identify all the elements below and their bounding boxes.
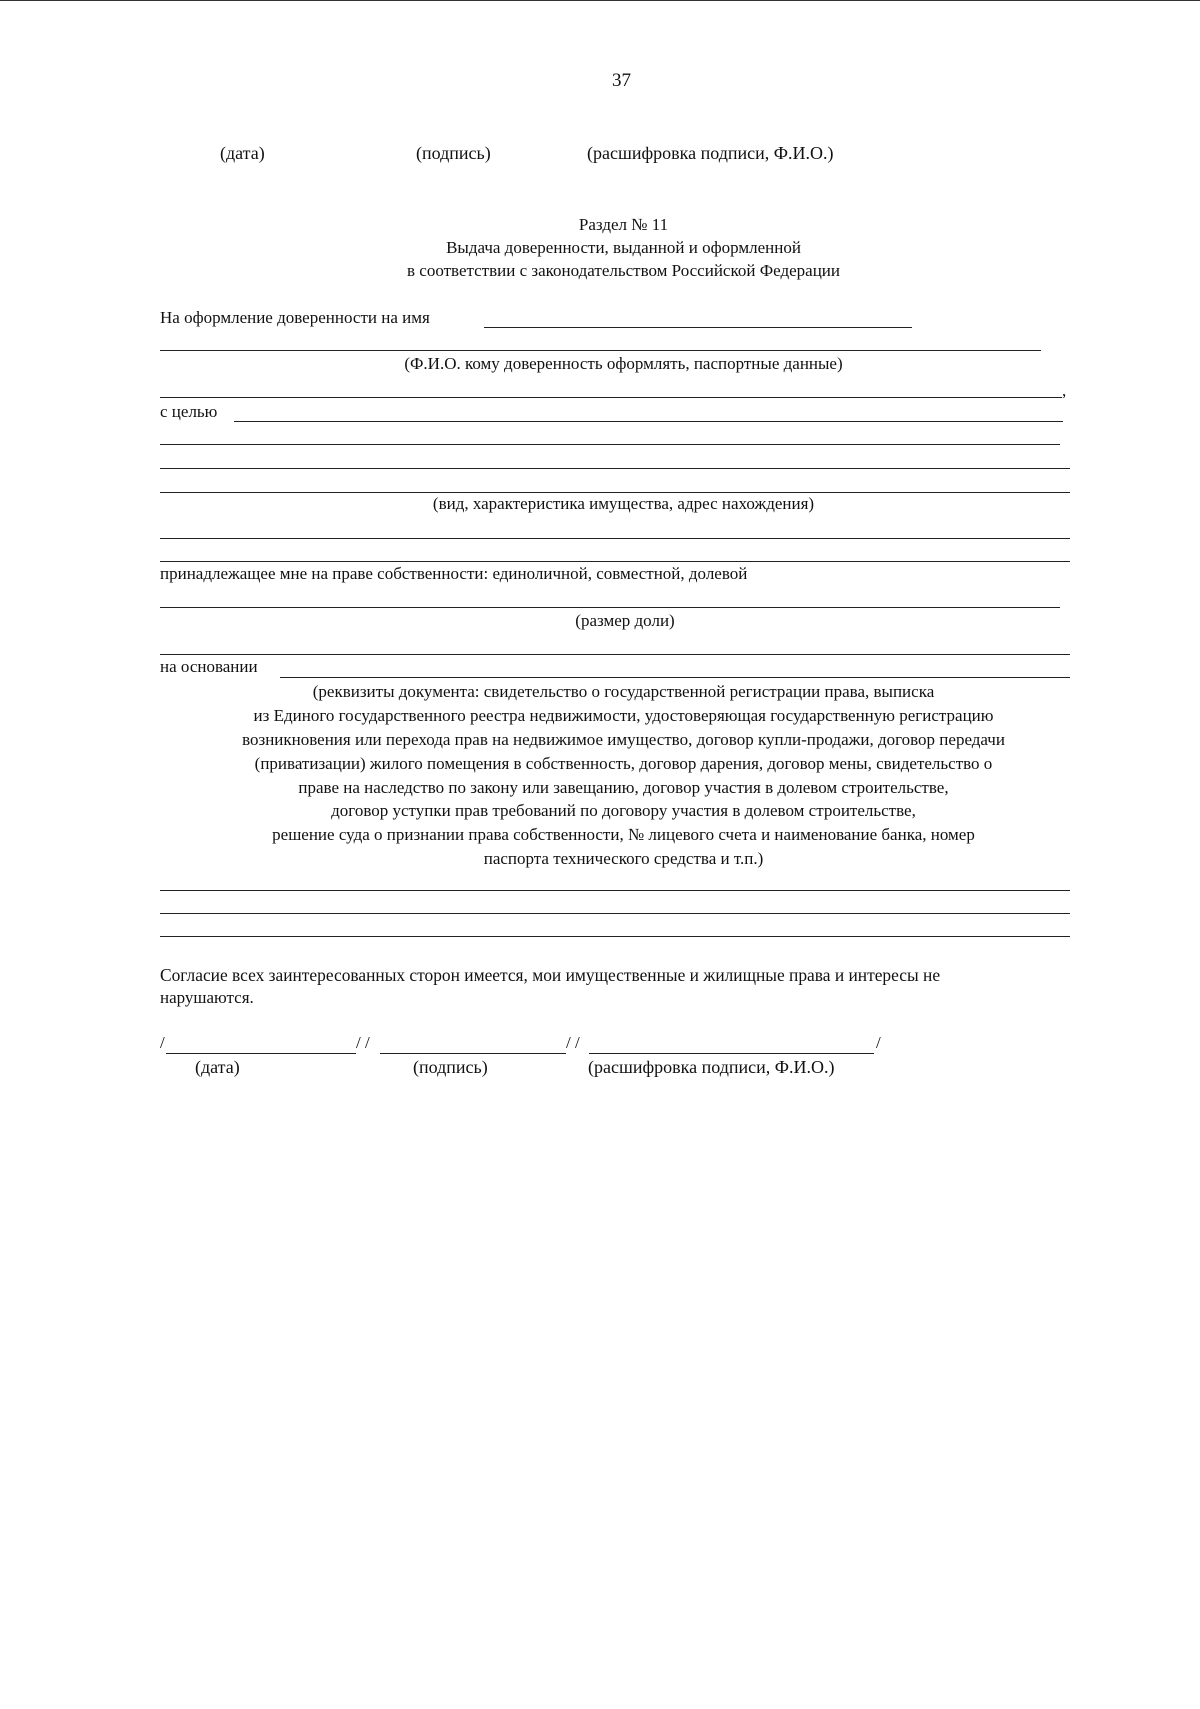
top-decoding-label: (расшифровка подписи, Ф.И.О.) xyxy=(587,143,834,163)
poa-name-hint: (Ф.И.О. кому доверенность оформлять, паспортные данные) xyxy=(404,354,843,373)
property-hint: (вид, характеристика имущества, адрес нахождения) xyxy=(432,494,815,513)
share-line[interactable] xyxy=(160,654,1070,655)
purpose-line-2[interactable] xyxy=(160,444,1060,445)
comma-mark: , xyxy=(1062,381,1067,400)
consent-line1: Согласие всех заинтересованных сторон имеется, мои имущественные и жилищные права и интересы не xyxy=(160,965,941,985)
section-title-line1: Выдача доверенности, выданной и оформленной xyxy=(446,238,801,257)
poa-name-input-line[interactable] xyxy=(484,327,912,328)
basis-hint-line: праве на наследство по закону или завещанию, договор участия в долевом строительстве, xyxy=(298,778,949,797)
basis-line-2[interactable] xyxy=(160,913,1070,914)
property-line-2[interactable] xyxy=(160,561,1070,562)
sig-signature-line[interactable] xyxy=(380,1053,566,1054)
sig-slash-4: / xyxy=(876,1033,881,1052)
share-hint: (размер доли) xyxy=(575,611,675,630)
poa-name-line-2[interactable] xyxy=(160,350,1041,351)
sig-date-label: (дата) xyxy=(195,1057,240,1077)
purpose-line-3[interactable] xyxy=(160,468,1070,469)
basis-line-1[interactable] xyxy=(160,890,1070,891)
sig-decoding-line[interactable] xyxy=(589,1053,874,1054)
purpose-line-4[interactable] xyxy=(160,492,1070,493)
ownership-text: принадлежащее мне на праве собственности: единоличной, совместной, долевой xyxy=(160,564,748,583)
sig-slash-3: / / xyxy=(566,1033,580,1052)
consent-line2: нарушаются. xyxy=(160,988,254,1007)
basis-hint-line: из Единого государственного реестра недвижимости, удостоверяющая государственную регистрацию xyxy=(253,706,994,725)
section-title-line2: в соответствии с законодательством Российской Федерации xyxy=(407,261,840,280)
page-number: 37 xyxy=(612,70,631,91)
purpose-input-line[interactable] xyxy=(234,421,1063,422)
basis-input-line[interactable] xyxy=(280,677,1070,678)
poa-name-line-3[interactable] xyxy=(160,397,1062,398)
basis-hint-line: паспорта технического средства и т.п.) xyxy=(483,849,764,868)
sig-slash-1: / xyxy=(160,1033,165,1052)
sig-date-line[interactable] xyxy=(166,1053,356,1054)
sig-signature-label: (подпись) xyxy=(413,1057,488,1077)
scan-top-border xyxy=(0,0,1200,1)
basis-hint-line: договор уступки прав требований по договору участия в долевом строительстве, xyxy=(331,801,916,820)
purpose-label: с целью xyxy=(160,402,218,421)
basis-hint-line: возникновения или перехода прав на недвижимое имущество, договор купли-продажи, договор передачи xyxy=(242,730,1005,749)
poa-name-label: На оформление доверенности на имя xyxy=(160,308,430,327)
top-signature-label: (подпись) xyxy=(416,143,491,163)
basis-hint-line: (реквизиты документа: свидетельство о государственной регистрации права, выписка xyxy=(312,682,935,701)
section-number: Раздел № 11 xyxy=(578,215,669,234)
basis-hint-line: решение суда о признании права собственности, № лицевого счета и наименование банка, номер xyxy=(272,825,975,844)
property-line-1[interactable] xyxy=(160,538,1070,539)
top-date-label: (дата) xyxy=(220,143,265,163)
sig-decoding-label: (расшифровка подписи, Ф.И.О.) xyxy=(588,1057,835,1077)
basis-line-3[interactable] xyxy=(160,936,1070,937)
basis-hint-line: (приватизации) жилого помещения в собственность, договор дарения, договор мены, свидетельство о xyxy=(254,754,993,773)
basis-label: на основании xyxy=(160,657,258,676)
sig-slash-2: / / xyxy=(356,1033,370,1052)
ownership-line[interactable] xyxy=(160,607,1060,608)
